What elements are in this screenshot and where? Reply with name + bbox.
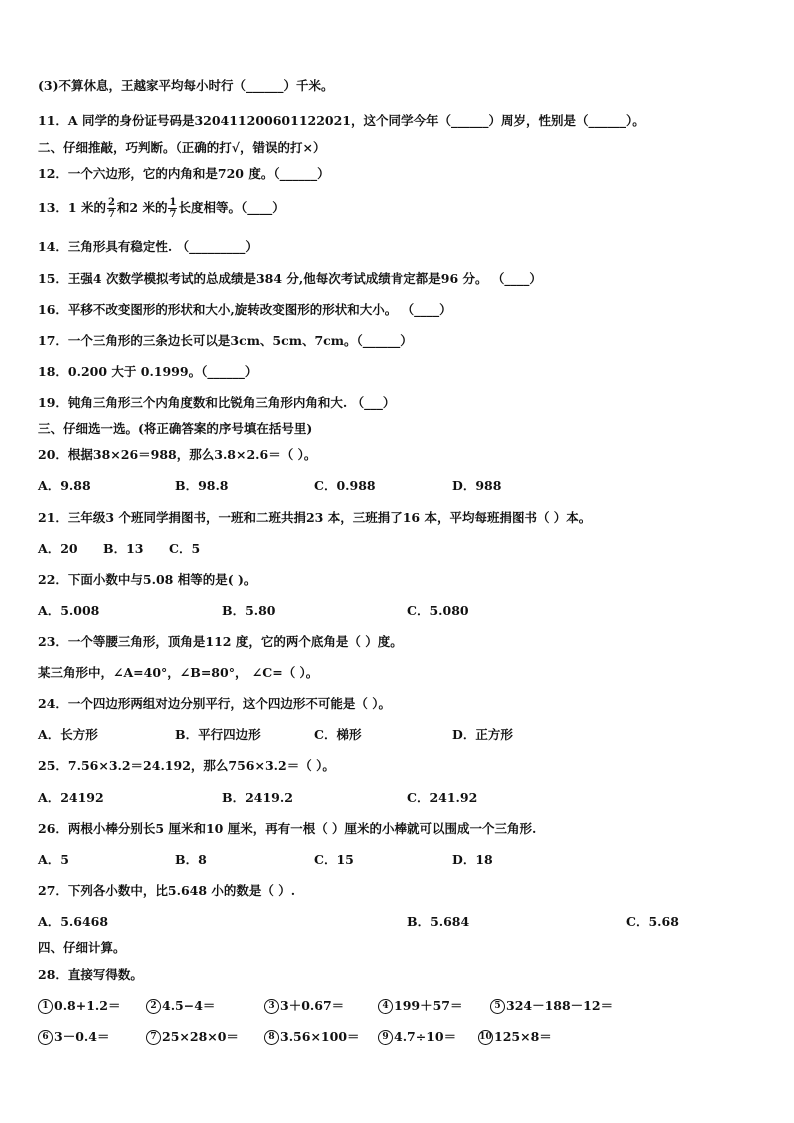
question-25: 25．7.56×3.2＝24.192，那么756×3.2＝（ ）。 [38, 758, 335, 773]
option-c[interactable]: C．15 [314, 852, 354, 867]
question-20: 20．根据38×26＝988，那么3.8×2.6＝（ ）。 [38, 447, 317, 462]
circled-number: 10 [478, 1030, 493, 1045]
circled-number: 7 [146, 1030, 161, 1045]
option-b[interactable]: B．5.684 [407, 914, 470, 929]
question-19: 19．钝角三角形三个内角度数和比锐角三角形内角和大. （___） [38, 395, 396, 410]
option-b[interactable]: B．平行四边形 [175, 727, 261, 742]
question-27: 27．下列各小数中，比5.648 小的数是（ ）. [38, 883, 296, 898]
question-17: 17．一个三角形的三条边长可以是3cm、5cm、7cm。（______） [38, 333, 413, 348]
option-a[interactable]: A．5 [38, 852, 69, 867]
circled-number: 2 [146, 999, 161, 1014]
calc-row-2 [38, 1029, 758, 1047]
calc-item-9: 9 4.7÷10＝ [378, 1029, 456, 1045]
question-21: 21．三年级3 个班同学捐图书，一班和二班共捐23 本，三班捐了16 本，平均每班捐图书（ ）本。 [38, 510, 592, 525]
option-c[interactable]: C．梯形 [314, 727, 362, 742]
calc-item-6: 6 3－0.4＝ [38, 1029, 109, 1045]
option-b[interactable]: B．2419.2 [222, 790, 293, 805]
question-28: 28．直接写得数。 [38, 967, 143, 982]
calc-item-10: 10 125×8＝ [479, 1029, 552, 1044]
option-d[interactable]: D．18 [452, 852, 493, 867]
circled-number: 4 [378, 999, 393, 1014]
question-16: 16．平移不改变图形的形状和大小,旋转改变图形的形状和大小。 （____） [38, 302, 452, 317]
option-b[interactable]: B．5.80 [222, 603, 276, 618]
option-b[interactable]: B．13 [103, 541, 144, 556]
question-23: 23．一个等腰三角形，顶角是112 度，它的两个底角是（ ）度。 [38, 634, 403, 649]
option-c[interactable]: C．5 [169, 541, 201, 556]
question-24: 24．一个四边形两组对边分别平行，这个四边形不可能是（ ）。 [38, 696, 391, 711]
circled-number: 8 [264, 1030, 279, 1045]
calc-item-8: 8 3.56×100＝ [264, 1029, 360, 1045]
option-d[interactable]: D．正方形 [452, 727, 513, 742]
question-14: 14．三角形具有稳定性. （_________） [38, 239, 258, 254]
option-a[interactable]: A．长方形 [38, 727, 98, 742]
question-13: 13．1 米的 $\frac{2}{7}$ 和2 米的 $\frac{1}{7}$ 长度相等。（____） [38, 197, 285, 220]
calc-row-1 [38, 998, 758, 1016]
option-a[interactable]: A．24192 [38, 790, 104, 805]
option-c[interactable]: C．241.92 [407, 790, 478, 805]
question-18: 18．0.200 大于 0.1999。（______） [38, 364, 258, 379]
question-15: 15．王强4 次数学模拟考试的总成绩是384 分,他每次考试成绩肯定都是96 分。 （____） [38, 271, 542, 286]
question-22: 22．下面小数中与5.08 相等的是( )。 [38, 572, 257, 587]
question-11: 11．A 同学的身份证号码是320411200601122021，这个同学今年（______）周岁，性别是（______）。 [38, 113, 645, 128]
circled-number: 3 [264, 999, 279, 1014]
option-b[interactable]: B．8 [175, 852, 207, 867]
option-a[interactable]: A．20 [38, 541, 78, 556]
option-a[interactable]: A．5.008 [38, 603, 100, 618]
question-10-part-3: (3)不算休息，王越家平均每小时行（______）千米。 [38, 78, 334, 93]
option-a[interactable]: A．9.88 [38, 478, 91, 493]
circled-number: 1 [38, 999, 53, 1014]
calc-item-1: 1 0.8+1.2＝ [38, 998, 120, 1014]
option-c[interactable]: C．0.988 [314, 478, 376, 493]
circled-number: 5 [490, 999, 505, 1014]
calc-item-2: 2 4.5−4＝ [146, 998, 215, 1014]
circled-number: 9 [378, 1030, 393, 1045]
option-c[interactable]: C．5.68 [626, 914, 679, 929]
calc-item-7: 7 25×28×0＝ [146, 1029, 239, 1045]
option-c[interactable]: C．5.080 [407, 603, 469, 618]
question-23-extra: 某三角形中，∠A=40°，∠B=80°， ∠C=（ ）。 [38, 665, 319, 680]
option-a[interactable]: A．5.6468 [38, 914, 109, 929]
section-3-title: 三、仔细选一选。(将正确答案的序号填在括号里) [38, 421, 313, 436]
circled-number: 6 [38, 1030, 53, 1045]
question-12: 12．一个六边形，它的内角和是720 度。（______） [38, 166, 330, 181]
calc-item-3: 3 3＋0.67＝ [264, 998, 344, 1014]
section-2-title: 二、仔细推敲，巧判断。（正确的打√，错误的打×） [38, 140, 326, 155]
fraction-1-7: $\frac{1}{7}$ [169, 197, 177, 220]
option-d[interactable]: D．988 [452, 478, 502, 493]
option-b[interactable]: B．98.8 [175, 478, 229, 493]
question-26: 26．两根小棒分别长5 厘米和10 厘米，再有一根（ ）厘米的小棒就可以围成一个三角形. [38, 821, 537, 836]
fraction-2-7: $\frac{2}{7}$ [107, 197, 115, 220]
calc-item-4: 4 199＋57＝ [378, 998, 463, 1014]
calc-item-5: 5 324－188－12＝ [490, 998, 613, 1014]
section-4-title: 四、仔细计算。 [38, 940, 126, 955]
